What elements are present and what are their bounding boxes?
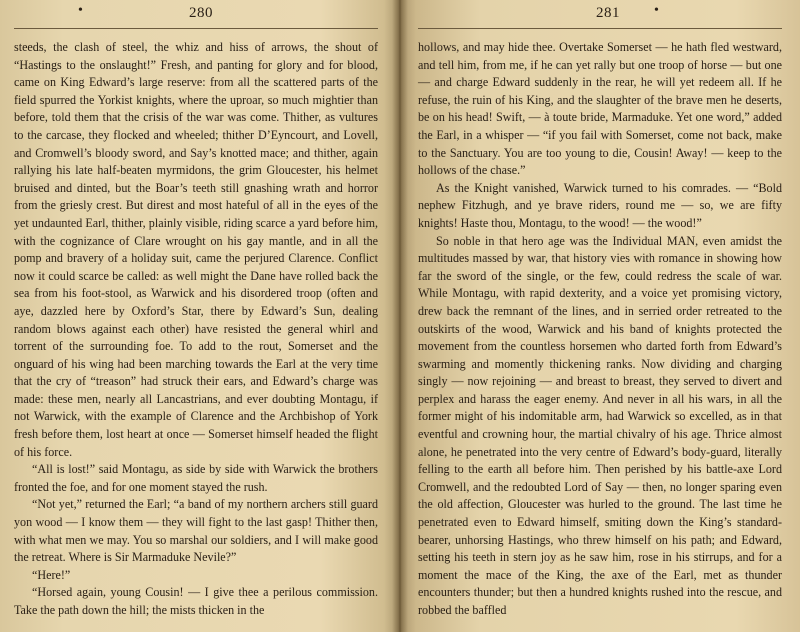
right-page — [402, 0, 800, 632]
paragraph: So noble in that hero age was the Individual MAN, even amidst the multitudes massed by war, that history vies with romance in showing how far the sword of the single, or the few, could redress the scale of war. While Montagu, with rapid dexterity, and a voice yet promising victory, drew back the remnant of the lines, and in serried order retreated to the outskirts of the wood, Warwick and his band of knights protected the movement from the countless horsemen who darted forth from Edward’s swarming and momently thickening ranks. Now dividing and charging singly — now rejoining — and breast to breast, they served to divert and perplex and harass the eager enemy. And never in all his wars, in all the former might of his indomitable arm, had Warwick so excelled, as in that eventful and crowning hour, the martial chivalry of his age. Thrice almost alone, he penetrated into the very centre of Edward’s body-guard, literally felling to the earth all before him. Then perished by his battle-axe Lord Cromwell, and the redoubted Lord of Say — then, no longer sparing even the old affection, Gloucester was hurled to the ground. The last time he penetrated even to Edward himself, smiting down the King’s standard-bearer, unhorsing Hastings, who threw himself on his path; and Edward, setting his teeth in stern joy as he saw him, rose in his stirrups, and for a moment the mace of the King, the axe of the Earl, met as thunder encounters thunder; but then a hundred knights rushed into the rescue, and robbed the baffled — [418, 233, 782, 617]
body-text — [14, 39, 378, 620]
paragraph: “All is lost!” said Montagu, as side by side with Warwick the brothers fronted the foe, and for one moment stayed the rush. — [14, 462, 378, 494]
header-mark: • — [654, 3, 659, 18]
paragraph: hollows, and may hide thee. Overtake Somerset — he hath fled westward, and tell him, from me, if he can yet rally but one troop of horse — but one — and charge Edward suddenly in the rear, he will yet redeem all. If he refuse, the ruin of his King, and the slaughter of the brave men he deserts, be on his head! Swift, — à toute bride, Marmaduke. Yet one word,” added the Earl, in a whisper — “if you fail with Somerset, come not back, make to the Sanctuary. You are too young to die, Cousin! Away! — keep to the hollows of the chase.” — [418, 40, 782, 178]
paragraph: steeds, the clash of steel, the whiz and hiss of arrows, the shout of “Hastings to the onslaught!” Fresh, and panting for glory and for blood, came on King Edward’s large reserve: from all the scattered parts of the field spurred the Yorkist knights, where the uproar, so much mightier than before, told them that the crisis of the war was come. Thither, as vultures to the carcase, they flocked and wheeled; thither D’Eyncourt, and Lovell, and Cromwell’s bloody sword, and Say’s knotted mace; and thither, again rallying his late half-beaten myrmidons, the grim Gloucester, his helmet bruised and dinted, but the Boar’s teeth still gnashing wrath and horror from the griesly crest. But direst and most hateful of all in the eyes of the yet undaunted Earl, thither, plainly visible, riding scarce a yard before him, with the cognizance of Clare wrought on his gay mantle, and in all the pomp and bravery of a holiday suit, came the perjured Clarence. Conflict now it could scarce be called: as well might the Dane have rolled back the sea from his foot-stool, as Warwick and his disordered troop (often and aye, dazzled here by Oxford’s Star, there by Edward’s Sun, dealing random blows against each other) have resisted the general whirl and torrent of the surrounding foe. To add to the rout, Somerset and the onguard of his wing had been marching towards the Earl at the very time that the cry of “treason” had struck their ears, and Edward’s charge was made: these men, nearly all Lancastrians, and ever doubting Montagu, if not Warwick, with the example of Clarence and the Archbishop of York fresh before them, lost heart at once — Somerset himself headed the flight of his force. — [14, 40, 378, 459]
paragraph: As the Knight vanished, Warwick turned to his comrades. — “Bold nephew Fitzhugh, and ye brave riders, round me — so, we are fifty knights! Haste thou, Montagu, to the wood! — the wood!” — [418, 180, 782, 230]
paragraph: “Horsed again, young Cousin! — I give thee a perilous commission. Take the path down the hill; the mists thicken in the — [14, 585, 378, 617]
paragraph: “Not yet,” returned the Earl; “a band of my northern archers still guard yon wood — I know them — they will fight to the last gasp! Thither then, with what men we may. You so marshal our soldiers, and I will make good the retreat. Where is Sir Marmaduke Nevile?” — [14, 497, 378, 565]
running-head — [14, 0, 378, 29]
paragraph: “Here!” — [32, 567, 71, 582]
page-number: 281 — [596, 5, 620, 21]
header-mark: • — [78, 3, 83, 18]
running-head — [418, 0, 782, 29]
body-text — [418, 39, 782, 620]
left-page — [0, 0, 398, 632]
page-number: 280 — [189, 5, 213, 21]
